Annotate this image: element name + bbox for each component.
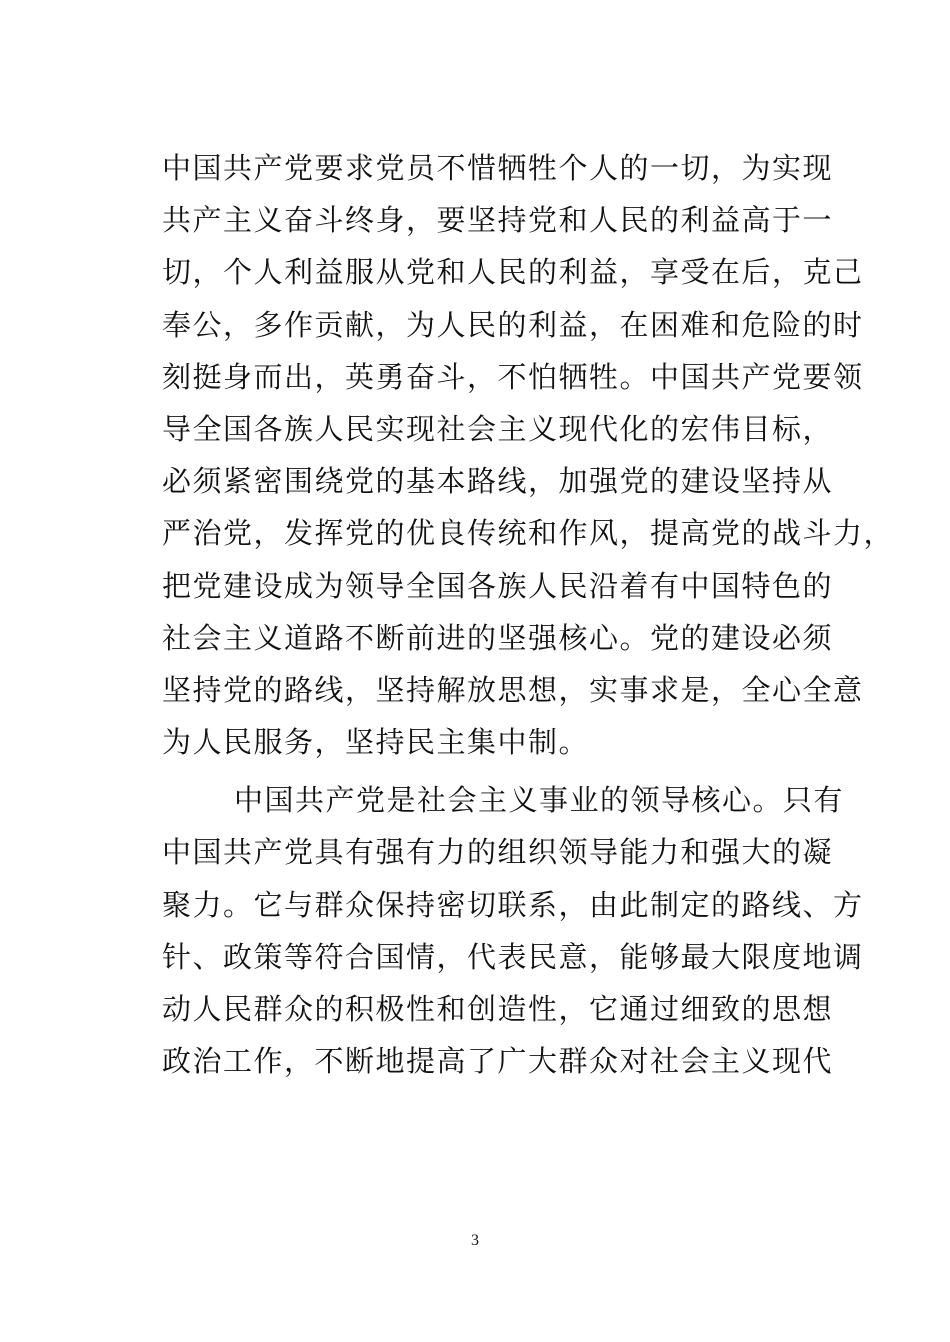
- text-line: 把党建设成为领导全国各族人民沿着有中国特色的: [162, 568, 834, 603]
- paragraph-2: [162, 774, 864, 1087]
- text-line: 为人民服务，坚持民主集中制。: [162, 725, 590, 760]
- text-line: 严治党，发挥党的优良传统和作风，提高党的战斗力，: [162, 516, 895, 551]
- text-line: 动人民群众的积极性和创造性，它通过细致的思想: [162, 992, 834, 1026]
- text-line: 政治工作，不断地提高了广大群众对社会主义现代: [162, 1044, 834, 1079]
- text-line: 中国共产党具有强有力的组织领导能力和强大的凝: [162, 835, 834, 870]
- text-line: 坚持党的路线，坚持解放思想，实事求是，全心全意: [162, 672, 864, 707]
- text-line: 聚力。它与群众保持密切联系，由此制定的路线、方: [162, 887, 864, 922]
- paragraph-1: [162, 142, 895, 768]
- text-line: 切，个人利益服从党和人民的利益，享受在后，克己: [162, 255, 864, 290]
- text-line: 中国共产党要求党员不惜牺牲个人的一切，为实现: [162, 151, 834, 185]
- text-line: 必须紧密围绕党的基本路线，加强党的建设坚持从: [162, 464, 834, 499]
- text-line: 导全国各族人民实现社会主义现代化的宏伟目标，: [162, 411, 834, 446]
- text-line: 共产主义奋斗终身，要坚持党和人民的利益高于一: [162, 203, 834, 238]
- text-line: 针、政策等符合国情，代表民意，能够最大限度地调: [162, 939, 864, 974]
- text-line: 奉公，多作贡献，为人民的利益，在困难和危险的时: [162, 307, 864, 342]
- page-number: 3: [471, 1232, 479, 1249]
- text-line: 社会主义道路不断前进的坚强核心。党的建设必须: [162, 620, 834, 655]
- text-line: 刻挺身而出，英勇奋斗，不怕牺牲。中国共产党要领: [162, 359, 864, 394]
- text-line: 中国共产党是社会主义事业的领导核心。只有: [234, 783, 845, 818]
- body-text: [162, 142, 895, 1087]
